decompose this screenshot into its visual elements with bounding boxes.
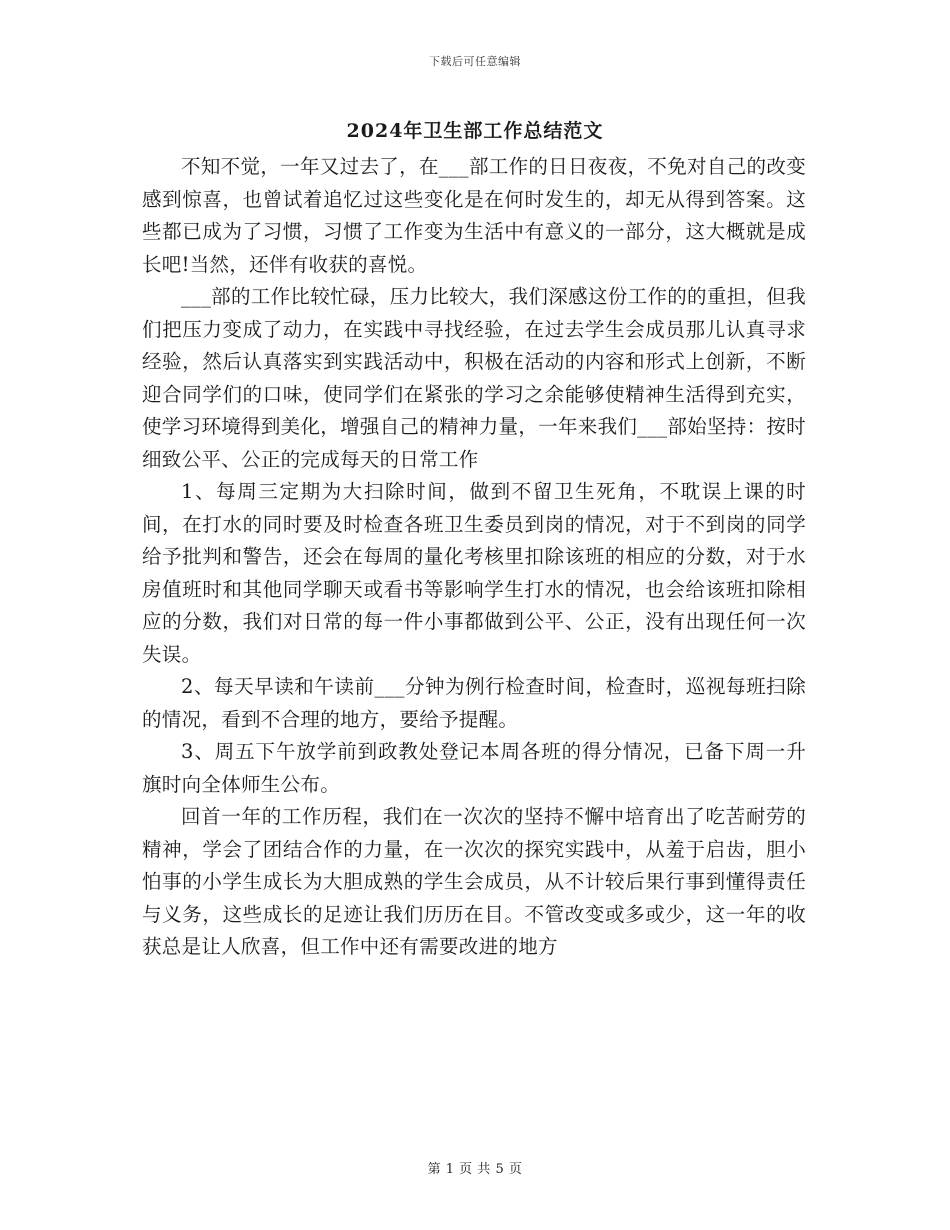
document-title: 2024年卫生部工作总结范文 bbox=[346, 120, 604, 142]
paragraph-item-2: 2、每天早读和午读前___分钟为例行检查时间，检查时，巡视每班扫除的情况，看到不合理的地方，要给予提醒。 bbox=[142, 675, 806, 731]
paragraph-intro: 不知不觉，一年又过去了，在___部工作的日日夜夜，不免对自己的改变感到惊喜，也曾试着追忆过这些变化是在何时发生的，却无从得到答案。这些都已成为了习惯，习惯了工作变为生活中有意义的一部分，这大概就是成长吧!当然，还伴有收获的喜悦。 bbox=[142, 155, 806, 276]
paragraph-review: 回首一年的工作历程，我们在一次次的坚持不懈中培育出了吃苦耐劳的精神，学会了团结合作的力量，在一次次的探究实践中，从羞于启齿，胆小怕事的小学生成长为大胆成熟的学生会成员，从不计较后果行事到懂得责任与义务，这些成长的足迹让我们历历在目。不管改变或多或少，这一年的收获总是让人欣喜，但工作中还有需要改进的地方 bbox=[142, 805, 806, 958]
paragraph-item-1: 1、每周三定期为大扫除时间，做到不留卫生死角，不耽误上课的时间，在打水的同时要及时检查各班卫生委员到岗的情况，对于不到岗的同学给予批判和警告，还会在每周的量化考核里扣除该班的相应的分数，对于水房值班时和其他同学聊天或看书等影响学生打水的情况，也会给该班扣除相应的分数，我们对日常的每一件小事都做到公平、公正，没有出现任何一次失误。 bbox=[142, 480, 806, 666]
page-number-footer: 第 1 页 共 5 页 bbox=[427, 1162, 523, 1177]
paragraph-department-work: ___部的工作比较忙碌，压力比较大，我们深感这份工作的的重担，但我们把压力变成了动力，在实践中寻找经验，在过去学生会成员那儿认真寻求经验，然后认真落实到实践活动中，积极在活动的内容和形式上创新，不断迎合同学们的口味，使同学们在紧张的学习之余能够使精神生活得到充实，使学习环境得到美化，增强自己的精神力量，一年来我们___部始坚持：按时细致公平、公正的完成每天的日常工作 bbox=[142, 285, 806, 471]
page-header-note: 下载后可任意编辑 bbox=[429, 55, 521, 68]
paragraph-item-3: 3、周五下午放学前到政教处登记本周各班的得分情况，已备下周一升旗时向全体师生公布。 bbox=[142, 740, 806, 796]
document-body bbox=[142, 151, 806, 964]
